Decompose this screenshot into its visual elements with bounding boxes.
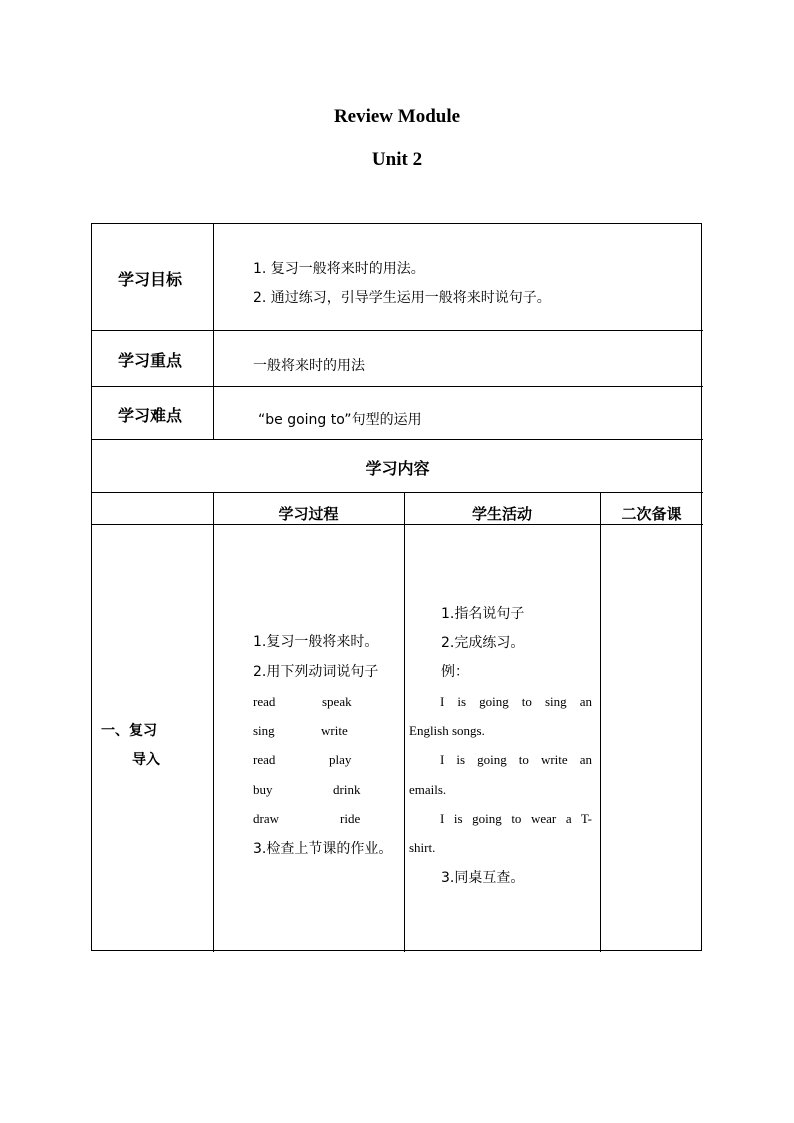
verb: write — [321, 723, 348, 738]
verb: sing — [253, 723, 275, 738]
verb: drink — [333, 782, 361, 797]
lesson-plan-table — [91, 223, 702, 951]
column-header-process: 学习过程 — [278, 505, 339, 523]
row-divider — [92, 386, 703, 387]
example-sentence: I is going to wear a T- — [440, 811, 592, 826]
example-sentence: I is going to write an — [440, 752, 592, 767]
verb: ride — [340, 811, 361, 826]
difficulties-label: 学习难点 — [118, 406, 183, 425]
content-header: 学习内容 — [365, 459, 430, 478]
activity-item: 1.指名说句子 — [441, 606, 525, 622]
example-sentence: shirt. — [409, 840, 436, 855]
objective-item: 1. 复习一般将来时的用法。 — [253, 261, 425, 277]
stage-label: 导入 — [132, 752, 160, 768]
stage-label: 一、复习 — [101, 723, 157, 739]
verb: read — [253, 752, 276, 767]
column-divider — [404, 492, 405, 952]
process-step: 3.检查上节课的作业。 — [253, 841, 393, 857]
column-divider — [600, 492, 601, 952]
objectives-label: 学习目标 — [118, 270, 183, 289]
process-step: 1.复习一般将来时。 — [253, 634, 379, 650]
column-header-prep: 二次备课 — [621, 505, 682, 523]
verb: draw — [253, 811, 279, 826]
process-step: 2.用下列动词说句子 — [253, 664, 379, 680]
key-points-label: 学习重点 — [118, 351, 183, 370]
example-sentence: English songs. — [409, 723, 485, 738]
column-header-activity: 学生活动 — [471, 505, 532, 523]
verb: read — [253, 694, 276, 709]
example-sentence: I is going to sing an — [440, 694, 592, 709]
verb: buy — [253, 782, 273, 797]
activity-item: 2.完成练习。 — [441, 635, 525, 651]
document-title: Review Module — [333, 106, 461, 127]
document-subtitle: Unit 2 — [371, 149, 423, 170]
row-divider — [92, 330, 703, 331]
verb: speak — [322, 694, 352, 709]
example-sentence: emails. — [409, 782, 447, 797]
key-points-text: 一般将来时的用法 — [253, 358, 365, 374]
column-divider — [213, 492, 214, 952]
column-divider — [213, 224, 214, 439]
row-divider — [92, 492, 703, 493]
activity-item: 3.同桌互查。 — [441, 870, 525, 886]
verb: play — [329, 752, 352, 767]
objective-item: 2. 通过练习，引导学生运用一般将来时说句子。 — [253, 290, 551, 306]
row-divider — [92, 524, 703, 525]
difficulties-text: “be going to”句型的运用 — [258, 412, 422, 428]
row-divider — [92, 439, 703, 440]
activity-example-label: 例： — [441, 664, 469, 680]
